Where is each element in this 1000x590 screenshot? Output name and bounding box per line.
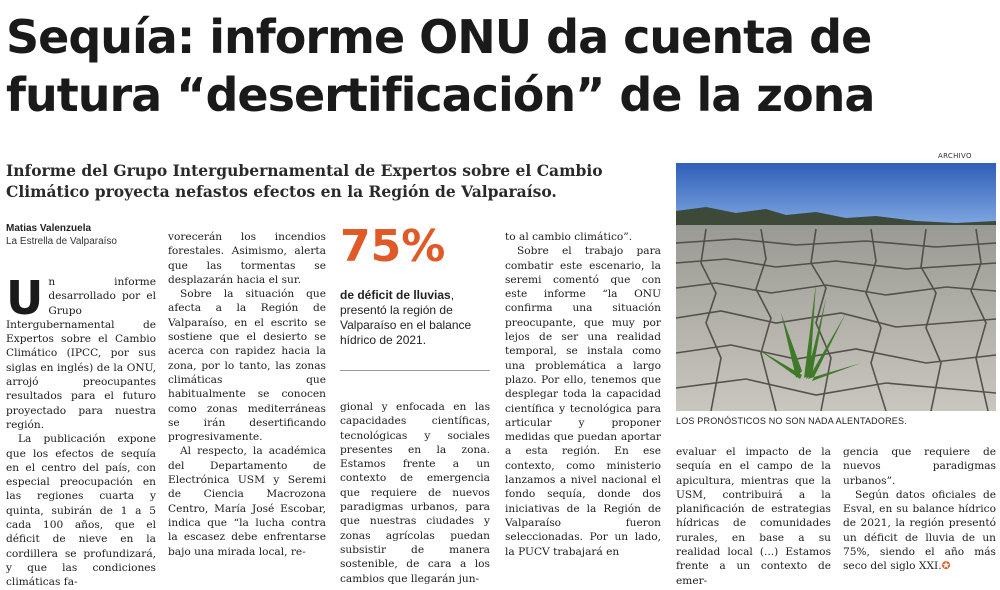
paragraph: gional y enfocada en las capacidades científicas, tecnológicas y sociales presentes en la zona. Estamos frente a un contexto de emergencia que requiere de nuevos paradigmas urbanos, para que nuestras ciudades y zonas agrícolas puedan subsistir de manera sostenible, de cara a los cambios que llegarán jun- — [340, 401, 490, 585]
stat-label-rest: , presentó la región de Valparaíso en el balance hídrico de 2021. — [340, 288, 472, 347]
paragraph: Al respecto, la académica del Departamento de Electrónica USM y Seremi de Ciencia Macrozona Centro, María José Escobar, indica que “la lucha contra la escasez debe enfrentarse bajo una mirada local, re- — [168, 445, 326, 558]
paragraph-text: Según datos oficiales de Esval, en su balance hídrico de 2021, la región presentó un déficit de lluvia de un 75%, siendo el año más seco del siglo XXI. — [843, 488, 996, 573]
headline: Sequía: informe ONU da cuenta de futura “desertificación” de la zona — [6, 10, 875, 122]
photo-caption: LOS PRONÓSTICOS NO SON NADA ALENTADORES. — [676, 416, 907, 426]
paragraph: Sobre la situación que afecta a la Región de Valparaíso, en el escrito se sostiene que el desierto se acerca con rapidez hacia la zona, por lo tanto, las zonas climáticas que habitualmente se conocen como zonas mediterráneas se irán desertificando progresivamente. — [168, 288, 326, 444]
article-column-1 — [6, 271, 156, 590]
outlet-name: La Estrella de Valparaíso — [6, 236, 117, 247]
paragraph: evaluar el impacto de la sequía en el campo de la apicultura, mientras que la USM, contribuirá a la planificación de estrategias hídricas de comunidades rurales, en base a su realidad local (...) Estamos frente a un contexto de emer- — [676, 446, 831, 587]
paragraph: Sobre el trabajo para combatir este escenario, la seremi comentó que con este informe “la ONU confirma una situación preocupante, que muy por lejos de ser una realidad temporal, se instala como una problemática a largo plazo. Por ello, tenemos que desplegar toda la capacidad científica y tecnológica para articular y proponer medidas que puedan aportar a esta región. En ese contexto, como ministerio lanzamos a nivel nacional el fondo sequía, donde dos iniciativas de la Región de Valparaíso fueron seleccionadas. Por un lado, la PUCV trabajará en — [505, 245, 661, 558]
paragraph: to al cambio climático”. — [505, 231, 633, 243]
stat-figure: 75% — [340, 221, 446, 272]
author-name: Matias Valenzuela — [6, 223, 92, 234]
paragraph: vorecerán los incendios forestales. Asimismo, alerta que las tormentas se desplazarán hacia el sur. — [168, 231, 326, 286]
paragraph: La publicación expone que los efectos de sequía en el centro del país, con especial preocupación en las regiones cuarta y quinta, subirán de 1 a 5 cada 100 años, que el déficit de nieve en la cordillera se profundizará, y que las condiciones climáticas fa- — [6, 433, 156, 589]
article-photo-drought — [676, 163, 996, 411]
paragraph: gencia que requiere de nuevos paradigmas urbanos”. — [843, 446, 996, 487]
subheadline: Informe del Grupo Intergubernamental de Expertos sobre el Cambio Climático proyecta nefastos efectos en la Región de Valparaíso. — [6, 161, 603, 201]
paragraph — [843, 488, 996, 574]
article-column-4 — [505, 230, 661, 559]
drop-cap: U — [6, 271, 44, 325]
stat-description — [340, 288, 490, 348]
stat-label-bold: de déficit de lluvias — [340, 288, 451, 302]
article-column-5 — [676, 445, 831, 588]
photo-credit: ARCHIVO — [938, 152, 972, 160]
article-column-2 — [168, 230, 326, 559]
paragraph-text: n informe desarrollado por el Grupo Intergubernamental de Expertos sobre el Cambio Climático (IPCC, por sus siglas en inglés) de la ONU, arrojó preocupantes resultados para el futuro proyectado para nuestra región. — [6, 276, 156, 431]
article-column-6 — [843, 445, 996, 574]
paragraph — [6, 271, 156, 432]
stat-divider — [340, 370, 490, 371]
byline — [6, 222, 156, 248]
end-mark-icon: ✪ — [941, 560, 951, 573]
article-column-3 — [340, 400, 490, 586]
